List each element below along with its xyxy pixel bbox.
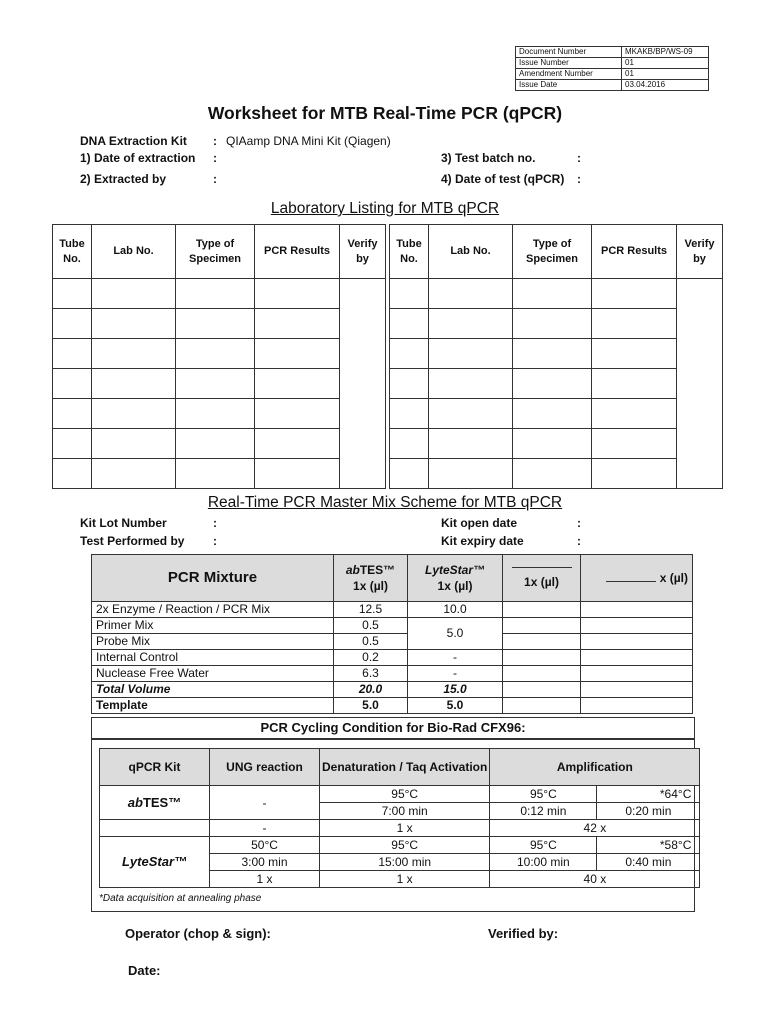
cell[interactable] — [390, 459, 429, 489]
header-pcr-results: PCR Results — [592, 225, 677, 279]
colon: : — [213, 151, 217, 165]
lyte-template: 5.0 — [408, 698, 503, 714]
mix-name: 2x Enzyme / Reaction / PCR Mix — [92, 602, 334, 618]
verified-label: Verified by: — [488, 926, 559, 941]
ab-suffix: TES™ — [142, 794, 182, 810]
header-abtes — [334, 555, 408, 602]
doc-label: Issue Date — [516, 80, 622, 91]
cell[interactable] — [429, 459, 513, 489]
cell[interactable] — [390, 369, 429, 399]
ly-cycles-den: 1 x — [320, 871, 490, 888]
cell[interactable] — [503, 650, 581, 666]
ab-ung: - — [210, 786, 320, 820]
cell[interactable] — [92, 279, 176, 309]
cell[interactable] — [53, 459, 92, 489]
header-denaturation: Denaturation / Taq Activation — [320, 749, 490, 786]
header-pcr-results: PCR Results — [255, 225, 340, 279]
cell[interactable] — [390, 399, 429, 429]
cell[interactable] — [53, 399, 92, 429]
kit-value: QIAamp DNA Mini Kit (Qiagen) — [226, 134, 391, 148]
cell[interactable] — [429, 399, 513, 429]
cell[interactable] — [429, 309, 513, 339]
ab-suffix: TES™ — [359, 563, 396, 577]
cell[interactable] — [429, 429, 513, 459]
date-extraction-label: 1) Date of extraction — [80, 151, 196, 165]
header-amplification: Amplification — [490, 749, 700, 786]
kit-label: DNA Extraction Kit — [80, 134, 187, 148]
colon: : — [213, 534, 217, 548]
cell[interactable] — [92, 339, 176, 369]
ab-den-temp: 95°C — [320, 786, 490, 803]
cell[interactable] — [53, 309, 92, 339]
cell[interactable] — [255, 279, 340, 309]
ab-amp2-time: 0:20 min — [597, 803, 700, 820]
cell[interactable] — [503, 602, 581, 618]
colon: : — [577, 534, 581, 548]
colon: : — [213, 172, 217, 186]
kit-abtes — [100, 786, 210, 820]
cycling-title: PCR Cycling Condition for Bio-Rad CFX96: — [91, 717, 695, 739]
ly-amp2-temp: *58°C — [597, 837, 700, 854]
cell[interactable] — [513, 309, 592, 339]
ab-template: 5.0 — [334, 698, 408, 714]
cell[interactable] — [390, 279, 429, 309]
cell[interactable] — [503, 698, 581, 714]
cell[interactable] — [503, 666, 581, 682]
doc-value: 01 — [622, 69, 709, 80]
cycling-table — [99, 748, 700, 888]
cell[interactable] — [503, 682, 581, 698]
lyte-value: - — [408, 650, 503, 666]
unit: 1x (µl) — [353, 579, 388, 593]
cell[interactable] — [581, 666, 693, 682]
ab-cycles-ung: - — [210, 820, 320, 837]
kit-open-label: Kit open date — [441, 516, 518, 530]
ab-value: 0.5 — [334, 618, 408, 634]
cell[interactable] — [513, 279, 592, 309]
ab-amp1-temp: 95°C — [490, 786, 597, 803]
header-tube-no: Tube No. — [390, 225, 429, 279]
ly-ung-time: 3:00 min — [210, 854, 320, 871]
ab-prefix: ab — [127, 794, 143, 810]
page-title: Worksheet for MTB Real-Time PCR (qPCR) — [207, 103, 563, 123]
header-verify: Verify by — [677, 225, 723, 279]
cell[interactable] — [176, 459, 255, 489]
master-mix-title: Real-Time PCR Master Mix Scheme for MTB qPCR — [207, 494, 563, 511]
cell[interactable] — [53, 369, 92, 399]
header-x — [581, 555, 693, 602]
cell[interactable] — [176, 279, 255, 309]
mix-name: Probe Mix — [92, 634, 334, 650]
cell[interactable] — [429, 369, 513, 399]
ly-cycles-ung: 1 x — [210, 871, 320, 888]
doc-label: Issue Number — [516, 58, 622, 69]
cell[interactable] — [390, 309, 429, 339]
kit-lytestar: LyteStar™ — [100, 837, 210, 888]
lytestar-label: LyteStar™ — [424, 563, 486, 577]
colon: : — [213, 134, 217, 148]
ly-cycles-amp: 40 x — [490, 871, 700, 888]
mix-name: Primer Mix — [92, 618, 334, 634]
footnote: *Data acquisition at annealing phase — [99, 893, 262, 904]
cell[interactable] — [53, 339, 92, 369]
cell[interactable] — [503, 618, 581, 634]
colon: : — [213, 516, 217, 530]
colon: : — [577, 516, 581, 530]
header-qpcr-kit: qPCR Kit — [100, 749, 210, 786]
kit-lot-label: Kit Lot Number — [80, 516, 167, 530]
cell[interactable] — [255, 309, 340, 339]
colon: : — [577, 172, 581, 186]
ab-value: 6.3 — [334, 666, 408, 682]
document-control-table — [515, 46, 709, 91]
cell[interactable] — [92, 369, 176, 399]
cell[interactable] — [390, 339, 429, 369]
header-verify: Verify by — [340, 225, 386, 279]
ab-value: 0.5 — [334, 634, 408, 650]
cell[interactable] — [513, 459, 592, 489]
verify-cell[interactable] — [677, 279, 723, 489]
cell[interactable] — [255, 339, 340, 369]
x-unit: x (µl) — [659, 571, 688, 585]
ab-value: 0.2 — [334, 650, 408, 666]
header-tube-no: Tube No. — [53, 225, 92, 279]
ab-cycles-den: 1 x — [320, 820, 490, 837]
cell[interactable] — [429, 279, 513, 309]
ly-den-time: 15:00 min — [320, 854, 490, 871]
header-ung: UNG reaction — [210, 749, 320, 786]
ab-amp1-time: 0:12 min — [490, 803, 597, 820]
unit: 1x (µl) — [524, 574, 559, 589]
header-specimen: Type of Specimen — [513, 225, 592, 279]
doc-value: MKAKB/BP/WS-09 — [622, 47, 709, 58]
cell[interactable] — [53, 279, 92, 309]
cell[interactable] — [592, 429, 677, 459]
cell[interactable] — [503, 634, 581, 650]
cell[interactable] — [513, 429, 592, 459]
cell[interactable] — [429, 339, 513, 369]
cell[interactable] — [176, 309, 255, 339]
cell[interactable] — [513, 369, 592, 399]
cell[interactable] — [92, 399, 176, 429]
cell[interactable] — [513, 339, 592, 369]
kit-expiry-label: Kit expiry date — [441, 534, 524, 548]
doc-label: Amendment Number — [516, 69, 622, 80]
cell[interactable] — [581, 618, 693, 634]
ab-prefix: ab — [345, 563, 360, 577]
ly-den-temp: 95°C — [320, 837, 490, 854]
header-pcr-mixture: PCR Mixture — [92, 555, 334, 602]
cell[interactable] — [92, 429, 176, 459]
cell[interactable] — [581, 682, 693, 698]
cell[interactable] — [255, 369, 340, 399]
cell[interactable] — [390, 429, 429, 459]
ly-ung-temp: 50°C — [210, 837, 320, 854]
total-volume-label: Total Volume — [92, 682, 334, 698]
extracted-by-label: 2) Extracted by — [80, 172, 167, 186]
ab-total: 20.0 — [334, 682, 408, 698]
lyte-value: 5.0 — [408, 618, 503, 650]
master-mix-table — [91, 554, 693, 714]
cell[interactable] — [581, 634, 693, 650]
cell[interactable] — [592, 279, 677, 309]
lyte-value: 10.0 — [408, 602, 503, 618]
cell[interactable] — [592, 339, 677, 369]
ab-amp2-temp: *64°C — [597, 786, 700, 803]
cell[interactable] — [176, 339, 255, 369]
date-label: Date: — [128, 963, 161, 978]
cell[interactable] — [592, 369, 677, 399]
cell[interactable] — [176, 429, 255, 459]
cell[interactable] — [581, 698, 693, 714]
header-specimen: Type of Specimen — [176, 225, 255, 279]
ab-value: 12.5 — [334, 602, 408, 618]
doc-value: 03.04.2016 — [622, 80, 709, 91]
cell[interactable] — [255, 399, 340, 429]
ly-amp1-temp: 95°C — [490, 837, 597, 854]
operator-label: Operator (chop & sign): — [125, 926, 271, 941]
cell[interactable] — [53, 429, 92, 459]
cell[interactable] — [255, 459, 340, 489]
ab-den-time: 7:00 min — [320, 803, 490, 820]
unit: 1x (µl) — [437, 579, 473, 593]
date-test-label: 4) Date of test (qPCR) — [441, 172, 565, 186]
lyte-value: - — [408, 666, 503, 682]
header-lab-no: Lab No. — [429, 225, 513, 279]
doc-value: 01 — [622, 58, 709, 69]
colon: : — [577, 151, 581, 165]
ly-amp1-time: 10:00 min — [490, 854, 597, 871]
cell[interactable] — [581, 602, 693, 618]
header-lytestar — [408, 555, 503, 602]
lab-listing-title: Laboratory Listing for MTB qPCR — [270, 200, 500, 217]
test-batch-label: 3) Test batch no. — [441, 151, 536, 165]
cell[interactable] — [92, 459, 176, 489]
cell[interactable] — [592, 399, 677, 429]
verify-cell[interactable] — [340, 279, 386, 489]
mix-name: Internal Control — [92, 650, 334, 666]
lab-listing-table — [52, 224, 723, 489]
lyte-total: 15.0 — [408, 682, 503, 698]
ly-amp2-time: 0:40 min — [597, 854, 700, 871]
header-lab-no: Lab No. — [92, 225, 176, 279]
header-blank-kit — [503, 555, 581, 602]
cell[interactable] — [581, 650, 693, 666]
cell[interactable] — [92, 309, 176, 339]
template-label: Template — [92, 698, 334, 714]
cell[interactable] — [592, 459, 677, 489]
ab-cycles-amp: 42 x — [490, 820, 700, 837]
doc-label: Document Number — [516, 47, 622, 58]
cell[interactable] — [176, 369, 255, 399]
test-performed-label: Test Performed by — [80, 534, 185, 548]
mix-name: Nuclease Free Water — [92, 666, 334, 682]
cell[interactable] — [592, 309, 677, 339]
cell[interactable] — [255, 429, 340, 459]
cell[interactable] — [176, 399, 255, 429]
cell[interactable] — [513, 399, 592, 429]
